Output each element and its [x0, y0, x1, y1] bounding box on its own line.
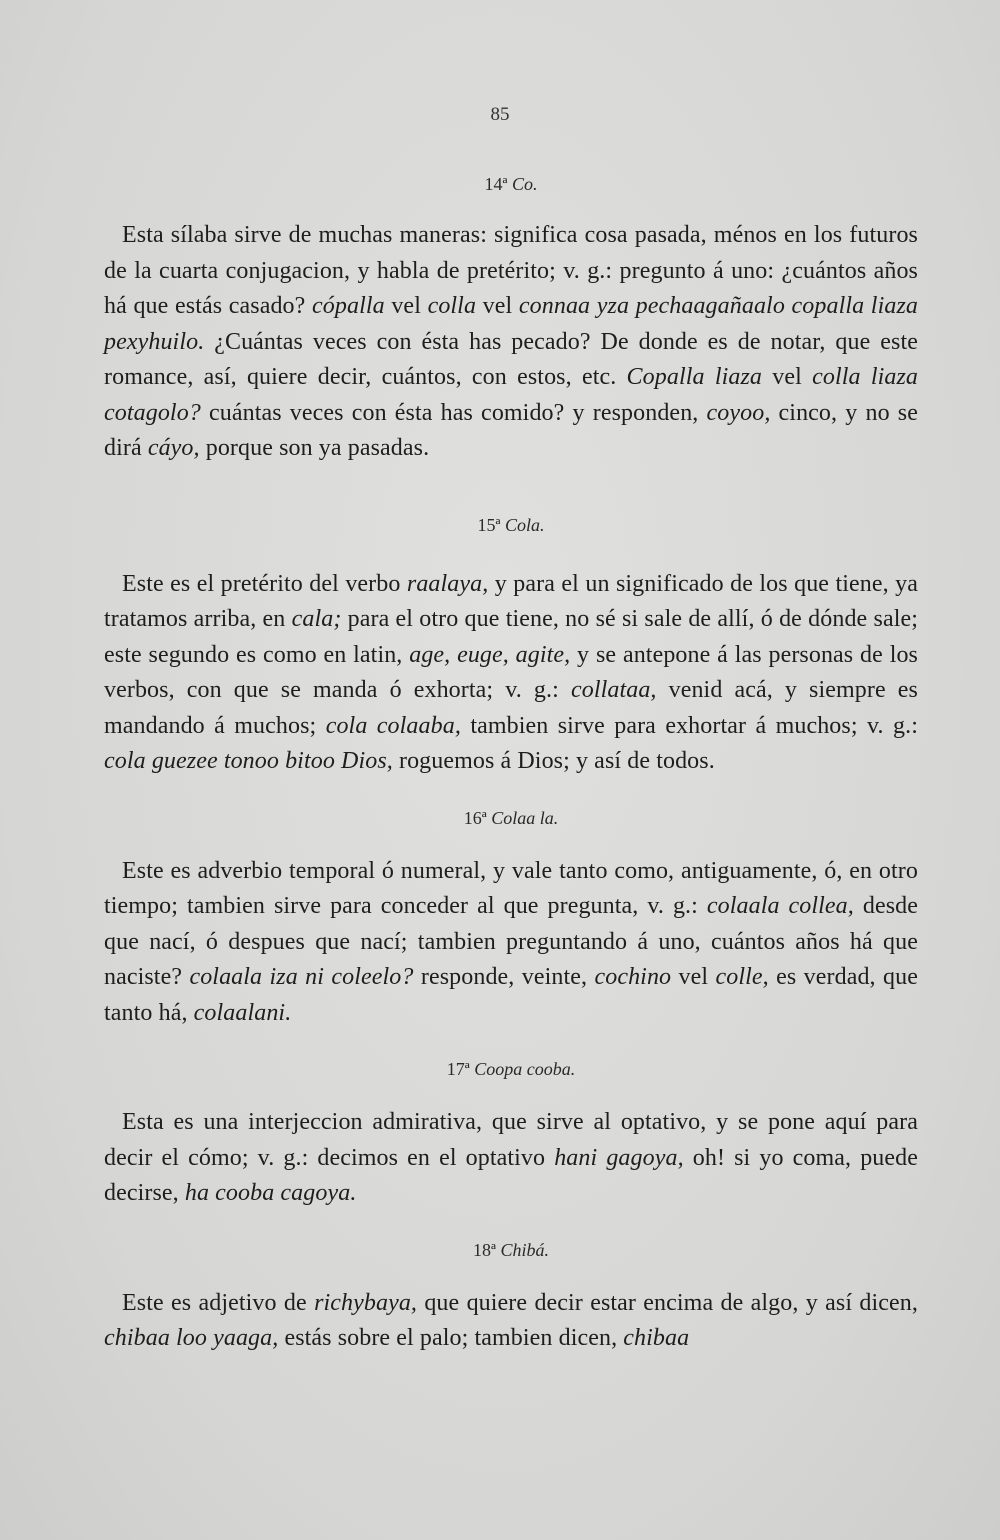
text-run: vel [762, 364, 813, 390]
section-ordinal: 14ª [484, 174, 508, 194]
section-title: Co. [511, 174, 538, 194]
section-title: Cola. [504, 514, 545, 535]
text-run: para el otro que tiene, no sé si sale de allí, ó de dónde sale; este segundo es como en latin, [104, 606, 918, 668]
italic-term: chibaa loo yaaga, [104, 1325, 279, 1351]
text-run: y se antepone á las personas de los verbos, con que se manda ó exhorta; v. g.: [104, 641, 919, 703]
italic-term: richybaya, [314, 1289, 418, 1316]
italic-term: colle, [715, 964, 769, 990]
italic-term: cópalla [312, 293, 385, 319]
text-run: porque son ya pasadas. [199, 435, 430, 461]
section-paragraph-14 [104, 218, 918, 467]
italic-term: cala; [291, 606, 342, 632]
italic-term: cola guezee tonoo bitoo Dios, [104, 748, 393, 774]
text-run: que quiere decir estar encima de algo, y así dicen, [417, 1289, 918, 1316]
text-run: Esta es una interjeccion admirativa, que sirve al optativo, y se pone aquí para decir el cómo; v. g.: decimos en el optativo [104, 1109, 918, 1171]
italic-term: chibaa [623, 1325, 690, 1351]
text-run: oh! si yo coma, puede decirse, [104, 1144, 918, 1206]
text-run: es verdad, que tanto há, [104, 964, 918, 1026]
section-heading-18 [104, 1236, 918, 1264]
section-ordinal: 17ª [446, 1059, 470, 1079]
text-run: y para el un significado de los que tiene, ya tratamos arriba, en [104, 570, 918, 632]
text-run: estás sobre el palo; tambien dicen, [278, 1325, 624, 1351]
text-run: vel [384, 293, 428, 319]
section-title: Colaa la. [491, 807, 559, 828]
italic-term: colaala collea, [706, 893, 854, 919]
text-run: Este es el pretérito del verbo [122, 570, 407, 597]
section-paragraph-18 [104, 1286, 918, 1357]
text-run: cuántas veces con ésta has comido? y responden, [200, 399, 707, 426]
page-number: 85 [490, 104, 510, 125]
text-run: cinco, y no se dirá [104, 399, 918, 461]
section-paragraph-16 [104, 854, 918, 1032]
section-heading-17 [104, 1055, 918, 1083]
text-run: venid acá, y siempre es mandando á muchos; [104, 677, 918, 739]
text-run: Esta sílaba sirve de muchas maneras: significa cosa pasada, ménos en los futuros de la cuarta conjugacion, y habla de pretérito; v. g.: pregunto á uno: ¿cuántos años há que estás casado? [104, 222, 918, 319]
italic-term: Copalla liaza [626, 364, 762, 390]
italic-term: collataa, [570, 677, 657, 703]
text-run: Este es adverbio temporal ó numeral, y vale tanto como, antiguamente, ó, en otro tiempo; tambien sirve para conceder al que pregunta, v. g.: [104, 857, 918, 919]
italic-term: cola colaaba, [325, 712, 461, 739]
italic-term: connaa yza pechaagañaalo copalla liaza pexyhuilo. [104, 293, 918, 355]
text-run: tambien sirve para exhortar á muchos; v. g.: [460, 712, 918, 739]
section-ordinal: 16ª [463, 807, 487, 828]
section-paragraph-17 [104, 1105, 918, 1212]
italic-term: colaala iza ni coleelo? [189, 964, 414, 990]
text-run: responde, veinte, [413, 964, 595, 990]
section-ordinal: 18ª [473, 1239, 496, 1260]
italic-term: cáyo, [147, 435, 200, 461]
italic-term: ha cooba cagoya. [184, 1180, 357, 1206]
section-title: Coopa cooba. [474, 1059, 576, 1079]
text-run: Este es adjetivo de [122, 1289, 315, 1316]
italic-term: cochino [594, 964, 672, 990]
text-run: roguemos á Dios; y así de todos. [392, 748, 715, 774]
section-heading-16 [104, 804, 918, 832]
section-heading-15 [104, 511, 918, 539]
italic-term: coyoo, [706, 399, 771, 426]
section-heading-14 [104, 170, 918, 198]
text-run: ¿Cuántas veces con ésta has pecado? De donde es de notar, que este romance, así, quiere decir, cuántos, con estos, etc. [104, 328, 918, 390]
section-title: Chibá. [500, 1239, 549, 1260]
italic-term: age, euge, agite, [409, 641, 571, 668]
section-paragraph-15 [104, 567, 918, 780]
page-body [104, 170, 918, 1357]
italic-term: colaalani. [193, 999, 292, 1026]
text-run: vel [476, 293, 519, 319]
italic-term: hani gagoya, [554, 1144, 684, 1171]
italic-term: colla [427, 293, 477, 319]
text-run: desde que nací, ó despues que nací; tambien preguntando á uno, cuántos años há que naciste? [104, 893, 918, 990]
italic-term: raalaya, [406, 570, 489, 597]
text-run: vel [671, 964, 716, 990]
italic-term: colla liaza cotagolo? [104, 364, 918, 426]
section-ordinal: 15ª [477, 514, 501, 535]
